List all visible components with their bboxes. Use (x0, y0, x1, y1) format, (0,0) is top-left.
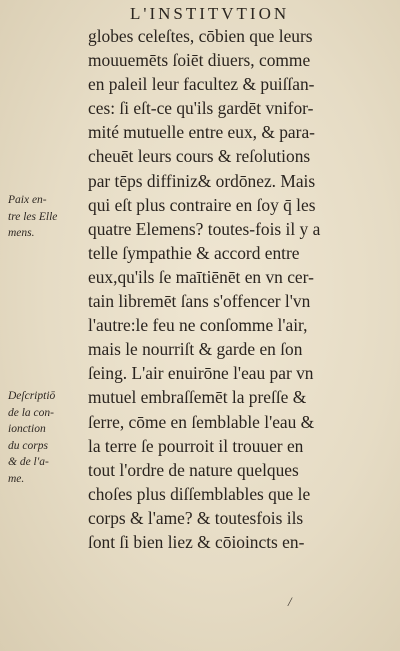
note-line: mens. (8, 227, 35, 239)
text-line: cheuēt leurs cours & reſolutions (88, 146, 311, 167)
note-line: ionction (8, 423, 46, 435)
text-line: en paleil leur facultez & puiſſan- (88, 74, 315, 95)
note-line: tre les Elle (8, 210, 58, 223)
text-line: eux,qu'ils ſe maītiēnēt en vn cer- (88, 266, 314, 287)
body-text (88, 24, 388, 554)
text-line: qui eſt plus contraire en ſoy q̄ les (88, 194, 316, 215)
note-line: du corps (8, 439, 48, 452)
text-line: la terre ſe pourroit il trouuer en (88, 435, 304, 456)
text-line: par tēps diffiniz& ordōnez. Mais (88, 170, 316, 191)
text-line: mais le nourriſt & garde en ſon (88, 339, 303, 360)
text-line: mité mutuelle entre eux, & para- (88, 122, 315, 143)
text-line: choſes plus diſſemblables que le (88, 483, 311, 504)
text-line: ſont ſi bien liez & cōioincts en- (88, 531, 305, 552)
text-line: globes celeſtes, cōbien que leurs (88, 26, 313, 46)
note-line: me. (8, 472, 25, 485)
page-mark: / (288, 594, 292, 609)
note-line: de la con- (8, 406, 54, 419)
marginal-note-elements (8, 192, 84, 242)
marginal-note-body-soul (8, 388, 84, 487)
note-line: Deſcriptiō (8, 390, 56, 402)
note-line: & de l'a- (8, 456, 49, 468)
text-line: l'autre:le feu ne conſomme l'air, (88, 315, 308, 336)
text-line: mouuemēts ſoiēt diuers, comme (88, 50, 311, 71)
running-head: L'INSTITVTION (130, 4, 290, 23)
text-line: tout l'ordre de nature quelques (88, 459, 299, 480)
text-line: telle ſympathie & accord entre (88, 242, 300, 263)
text-line: quatre Elemens? toutes-fois il y a (88, 218, 321, 239)
note-line: Paix en- (8, 194, 47, 206)
text-line: ces: ſi eſt-ce qu'ils gardēt vnifor- (88, 98, 314, 119)
text-line: corps & l'ame? & toutesfois ils (88, 507, 304, 528)
text-line: ſeing. L'air enuirōne l'eau par vn (88, 363, 314, 384)
text-line: tain libremēt ſans s'offencer l'vn (88, 291, 311, 312)
text-line: mutuel embraſſemēt la preſſe & (88, 387, 307, 408)
text-line: ſerre, cōme en ſemblable l'eau & (88, 411, 315, 432)
